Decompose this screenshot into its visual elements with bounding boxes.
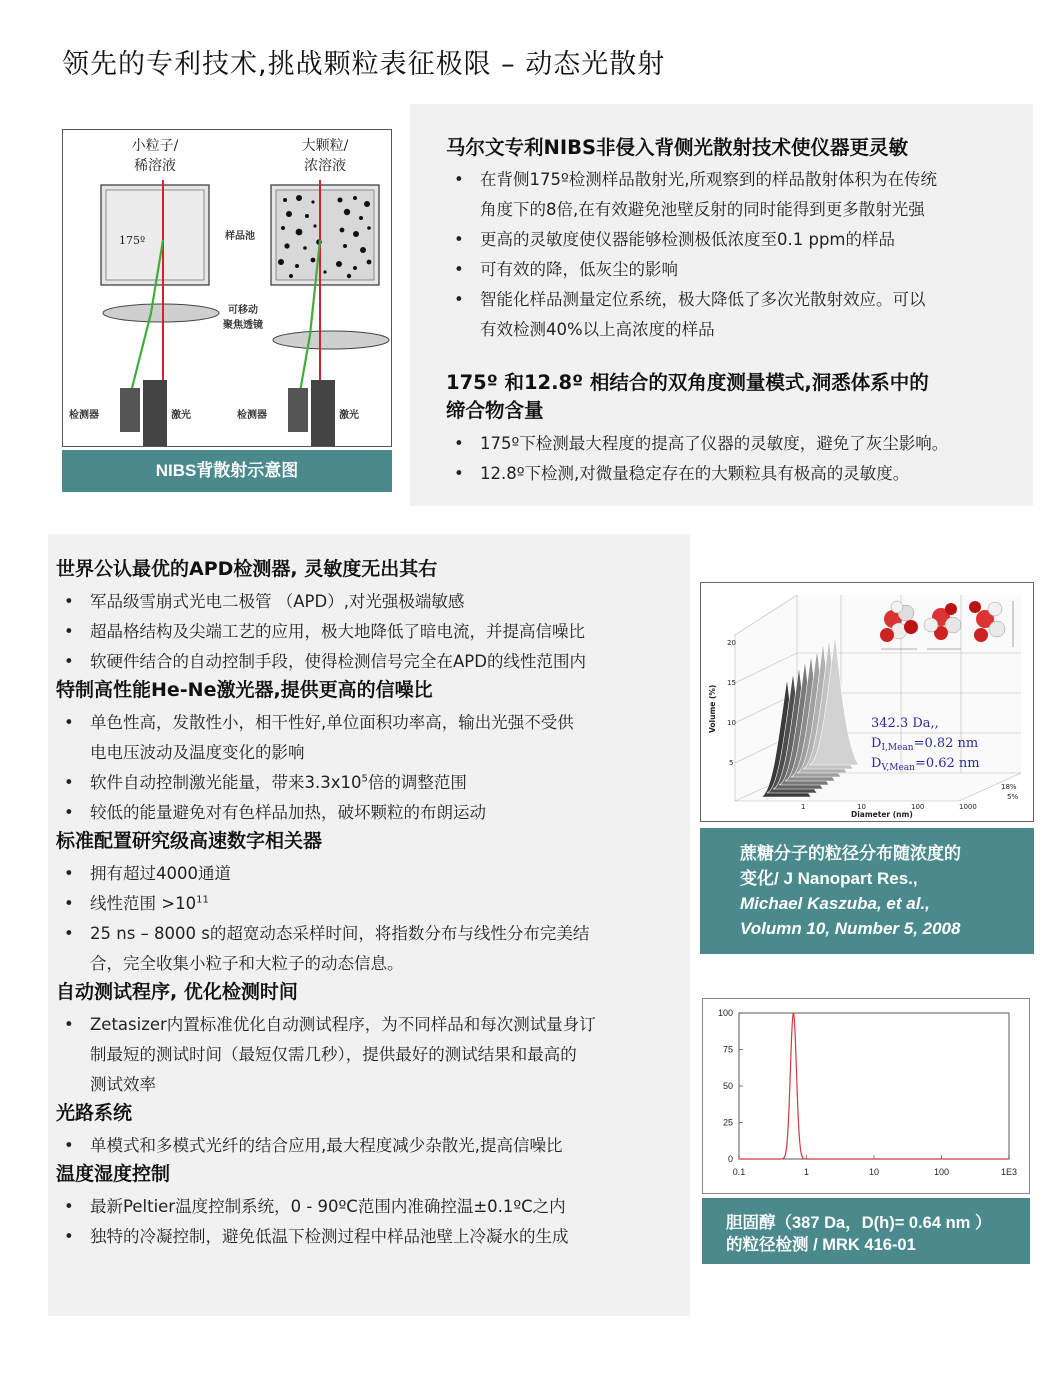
apd-bullet-1: • 军品级雪崩式光电二极管 （APD）,对光强极端敏感 — [56, 587, 676, 617]
x-tick-label: 1 — [803, 1167, 810, 1177]
x-tick-label: 100 — [933, 1167, 950, 1177]
correlator-bullets — [56, 859, 676, 979]
nibs-bullet-1: • 在背侧175º检测样品散射光,所观察到的样品散射体积为在传统 角度下的8倍,在有效避免池壁反射的同时能得到更多散射光强 — [446, 165, 1013, 225]
sucrose-ylabel: Volume (%) — [708, 684, 717, 733]
left-laser — [143, 380, 167, 446]
y-tick-label: 50 — [722, 1081, 733, 1091]
sucrose-3d-plot — [701, 583, 1033, 821]
left-laser-label: 激光 — [171, 410, 191, 421]
laser-bullet-1: • 单色性高，发散性小，相干性好,单位面积功率高，输出光强不受供 电电压波动及温度变化的影响 — [56, 708, 676, 768]
cholesterol-chart — [702, 998, 1030, 1194]
laser-bullet-3: • 较低的能量避免对有色样品加热，破坏颗粒的布朗运动 — [56, 798, 676, 828]
cholesterol-caption: 胆固醇（387 Da，D(h)= 0.64 nm ） 的粒径检测 / MRK 416-01 — [702, 1198, 1030, 1264]
optics-bullets — [56, 1131, 676, 1161]
apd-title: 世界公认最优的APD检测器, 灵敏度无出其右 — [56, 558, 438, 580]
nibs-bullet-4: • 智能化样品测量定位系统，极大降低了多次光散射效应。可以 有效检测40%以上高浓度的样品 — [446, 285, 1013, 345]
left-detector-label: 检测器 — [69, 410, 99, 421]
dual-angle-bullets — [446, 429, 1013, 489]
temp-bullet-2: • 独特的冷凝控制，避免低温下检测过程中样品池壁上冷凝水的生成 — [56, 1222, 676, 1252]
y-tick-15: 15 — [727, 679, 736, 687]
auto-test-title: 自动测试程序, 优化检测时间 — [56, 981, 298, 1003]
temp-bullet-1: • 最新Peltier温度控制系统，0 - 90ºC范围内准确控温±0.1ºC之内 — [56, 1192, 676, 1222]
dual-angle-title: 175º 和12.8º 相结合的双角度测量模式,洞悉体系中的 缔合物含量 — [446, 371, 929, 422]
plot-frame — [739, 1013, 1009, 1159]
nibs-bullets — [446, 165, 1013, 345]
y-tick-label: 75 — [722, 1044, 733, 1055]
cell-label: 样品池 — [225, 231, 255, 242]
apd-bullet-2: • 超晶格结构及尖端工艺的应用，极大地降低了暗电流，并提高信噪比 — [56, 617, 676, 647]
lens-label-line2: 聚焦透镜 — [223, 320, 263, 331]
x-tick-10: 10 — [857, 803, 866, 811]
correlator-bullet-1: • 拥有超过4000通道 — [56, 859, 676, 889]
left-detector — [120, 388, 140, 432]
y-tick-label: 0 — [727, 1154, 733, 1164]
col2-label-line1: 大颗粒/ — [301, 138, 349, 154]
cholesterol-distribution-line — [739, 1014, 1009, 1159]
dual-bullet-1: • 175º下检测最大程度的提高了仪器的灵敏度，避免了灰尘影响。 — [446, 429, 1013, 459]
nibs-title: 马尔文专利NIBS非侵入背侧光散射技术使仪器更灵敏 — [446, 136, 908, 159]
temp-bullets — [56, 1192, 676, 1252]
x-tick-label: 10 — [868, 1167, 880, 1177]
x-tick-label: 1E3 — [1000, 1167, 1018, 1177]
dual-bullet-2: • 12.8º下检测,对微量稳定存在的大颗粒具有极高的灵敏度。 — [446, 459, 1013, 489]
nibs-schematic — [63, 130, 393, 448]
x-tick-100: 100 — [911, 803, 925, 811]
y-tick-5: 5 — [729, 759, 734, 767]
col1-label-line1: 小粒子/ — [131, 138, 179, 154]
nibs-diagram-caption: NIBS背散射示意图 — [62, 450, 392, 492]
right-detector-label: 检测器 — [237, 410, 267, 421]
lens-label-line1: 可移动 — [228, 305, 258, 316]
cholesterol-plot — [703, 999, 1029, 1193]
col2-label-line2: 浓溶液 — [304, 158, 346, 174]
sucrose-xlabel: Diameter (nm) — [851, 810, 913, 819]
laser-bullets — [56, 708, 676, 828]
laser-bullet-2: • 软件自动控制激光能量，带来$3.3x10^5$倍的调整范围 — [56, 768, 676, 798]
col1-label-line2: 稀溶液 — [134, 158, 176, 174]
page-title: 领先的专利技术,挑战颗粒表征极限 – 动态光散射 — [62, 49, 666, 80]
right-lens — [273, 331, 389, 349]
x-tick-1: 1 — [801, 803, 806, 811]
sucrose-caption: 蔗糖分子的粒径分布随浓度的 变化/ J Nanopart Res., Michael Kaszuba, et al., Volumn 10, Number 5, 2008 — [700, 828, 1034, 954]
y-tick-label: 100 — [717, 1008, 733, 1018]
laser-title: 特制高性能He-Ne激光器,提供更高的信噪比 — [56, 679, 433, 701]
right-laser-label: 激光 — [339, 410, 359, 421]
left-lens — [103, 304, 219, 322]
z-tick-5: 5% — [1007, 793, 1019, 801]
y-tick-10: 10 — [727, 719, 736, 727]
sucrose-annot-di: $D_{I,Mean}=0.82$ nm — [871, 736, 979, 753]
auto-test-bullets — [56, 1010, 676, 1100]
nibs-bullet-2: • 更高的灵敏度使仪器能够检测极低浓度至0.1 ppm的样品 — [446, 225, 1013, 255]
auto-test-bullet-1: • Zetasizer内置标准优化自动测试程序，为不同样品和每次测试量身订 制最短的测试时间（最短仅需几秒），提供最好的测试结果和最高的 测试效率 — [56, 1010, 676, 1100]
apd-bullet-3: • 软硬件结合的自动控制手段，使得检测信号完全在APD的线性范围内 — [56, 647, 676, 677]
nibs-panel — [410, 104, 1033, 506]
optics-bullet-1: • 单模式和多模式光纤的结合应用,最大程度减少杂散光,提高信噪比 — [56, 1131, 676, 1161]
z-tick-18: 18% — [1001, 783, 1017, 791]
y-tick-label: 25 — [722, 1117, 733, 1128]
apd-bullets — [56, 587, 676, 677]
sucrose-annot-mw: 342.3 Da,, — [871, 716, 939, 731]
correlator-bullet-3: • 25 ns – 8000 s的超宽动态采样时间，将指数分布与线性分布完美结 合，完全收集小粒子和大粒子的动态信息。 — [56, 919, 676, 979]
optics-title: 光路系统 — [56, 1102, 133, 1124]
angle-label: 175º — [119, 234, 146, 247]
nibs-bullet-3: • 可有效的降，低灰尘的影响 — [446, 255, 1013, 285]
nibs-diagram — [62, 129, 392, 447]
right-detector — [288, 388, 308, 432]
temp-title: 温度湿度控制 — [56, 1163, 171, 1185]
x-tick-1000: 1000 — [959, 803, 977, 811]
sucrose-annot-dv: $D_{V,Mean}=0.62$ nm — [871, 756, 980, 773]
x-tick-label: 0.1 — [732, 1167, 746, 1177]
correlator-title: 标准配置研究级高速数字相关器 — [56, 830, 323, 852]
right-laser — [311, 380, 335, 446]
correlator-bullet-2: • 线性范围 $>10^{11}$ — [56, 889, 676, 919]
sucrose-figure — [700, 582, 1034, 822]
features-panel — [48, 534, 690, 1316]
y-tick-20: 20 — [727, 639, 736, 647]
